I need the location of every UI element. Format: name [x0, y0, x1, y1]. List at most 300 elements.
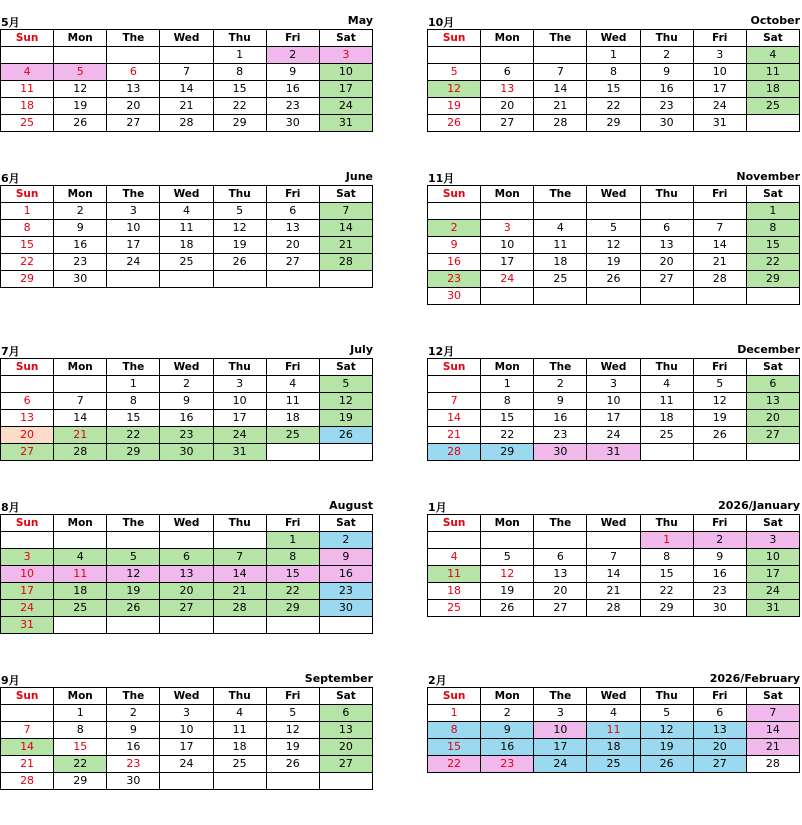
day-cell: 22 — [746, 254, 799, 271]
day-cell: 23 — [640, 98, 693, 115]
day-cell: 13 — [746, 393, 799, 410]
day-cell: 9 — [640, 64, 693, 81]
weekday-header: Sun — [1, 30, 54, 47]
day-cell: 29 — [640, 600, 693, 617]
weekday-header: Sun — [1, 688, 54, 705]
month-header — [427, 13, 800, 29]
day-cell: 28 — [746, 756, 799, 773]
weekday-header: Mon — [54, 186, 107, 203]
week-row — [428, 237, 800, 254]
week-row — [428, 549, 800, 566]
day-cell: 3 — [693, 47, 746, 64]
empty-cell — [160, 532, 213, 549]
weekday-header: Sun — [1, 515, 54, 532]
day-cell: 7 — [54, 393, 107, 410]
month-calendar — [0, 13, 373, 132]
day-cell: 8 — [213, 64, 266, 81]
day-cell: 24 — [587, 427, 640, 444]
day-cell: 2 — [107, 705, 160, 722]
day-cell: 3 — [746, 532, 799, 549]
month-header — [427, 169, 800, 185]
day-cell: 7 — [319, 203, 372, 220]
week-row — [1, 271, 373, 288]
weekday-header: Thu — [640, 30, 693, 47]
day-cell: 25 — [160, 254, 213, 271]
day-cell: 31 — [1, 617, 54, 634]
day-cell: 29 — [266, 600, 319, 617]
empty-cell — [160, 773, 213, 790]
weekday-header: Thu — [213, 186, 266, 203]
day-cell: 21 — [160, 98, 213, 115]
weekday-header: Sat — [746, 186, 799, 203]
month-calendar — [0, 671, 373, 790]
day-cell: 24 — [746, 583, 799, 600]
day-cell: 13 — [107, 81, 160, 98]
month-header — [427, 498, 800, 514]
day-cell: 17 — [160, 739, 213, 756]
week-row — [428, 722, 800, 739]
day-cell: 27 — [481, 115, 534, 132]
day-cell: 13 — [319, 722, 372, 739]
day-cell: 9 — [481, 722, 534, 739]
day-cell: 17 — [319, 81, 372, 98]
day-cell: 22 — [266, 583, 319, 600]
day-cell: 27 — [107, 115, 160, 132]
day-cell: 10 — [693, 64, 746, 81]
month-calendar — [427, 498, 800, 617]
month-grid — [427, 687, 800, 773]
empty-cell — [693, 288, 746, 305]
month-label-en: May — [347, 14, 373, 27]
day-cell: 31 — [587, 444, 640, 461]
month-grid — [0, 358, 373, 461]
day-cell: 1 — [746, 203, 799, 220]
day-cell: 20 — [481, 98, 534, 115]
empty-cell — [319, 773, 372, 790]
day-cell: 16 — [54, 237, 107, 254]
weekday-header: Thu — [213, 359, 266, 376]
day-cell: 13 — [1, 410, 54, 427]
empty-cell — [587, 203, 640, 220]
day-cell: 10 — [534, 722, 587, 739]
weekday-header: The — [107, 186, 160, 203]
weekday-header: Wed — [160, 30, 213, 47]
day-cell: 15 — [107, 410, 160, 427]
day-cell: 16 — [266, 81, 319, 98]
day-cell: 22 — [107, 427, 160, 444]
day-cell: 16 — [640, 81, 693, 98]
weekday-header: Sat — [746, 688, 799, 705]
day-cell: 8 — [1, 220, 54, 237]
day-cell: 23 — [534, 427, 587, 444]
empty-cell — [266, 271, 319, 288]
day-cell: 17 — [693, 81, 746, 98]
day-cell: 23 — [481, 756, 534, 773]
month-label-jp: 7月 — [1, 345, 20, 358]
day-cell: 28 — [428, 444, 481, 461]
weekday-header: The — [534, 688, 587, 705]
day-cell: 12 — [587, 237, 640, 254]
day-cell: 26 — [640, 756, 693, 773]
day-cell: 12 — [693, 393, 746, 410]
empty-cell — [319, 617, 372, 634]
day-cell: 4 — [1, 64, 54, 81]
empty-cell — [54, 376, 107, 393]
empty-cell — [428, 376, 481, 393]
weekday-header: Mon — [54, 688, 107, 705]
day-cell: 20 — [319, 739, 372, 756]
week-row — [428, 705, 800, 722]
day-cell: 6 — [160, 549, 213, 566]
day-cell: 10 — [213, 393, 266, 410]
day-cell: 17 — [481, 254, 534, 271]
empty-cell — [640, 288, 693, 305]
day-cell: 16 — [107, 739, 160, 756]
day-cell: 30 — [534, 444, 587, 461]
day-cell: 12 — [640, 722, 693, 739]
weekday-header: The — [107, 359, 160, 376]
weekday-header: Sat — [319, 186, 372, 203]
day-cell: 19 — [107, 583, 160, 600]
day-cell: 24 — [534, 756, 587, 773]
day-cell: 2 — [534, 376, 587, 393]
day-cell: 19 — [319, 410, 372, 427]
day-cell: 5 — [107, 549, 160, 566]
day-cell: 14 — [54, 410, 107, 427]
weekday-header: Sun — [1, 186, 54, 203]
empty-cell — [534, 532, 587, 549]
day-cell: 21 — [693, 254, 746, 271]
day-cell: 6 — [319, 705, 372, 722]
weekday-header: Fri — [693, 186, 746, 203]
week-row — [1, 237, 373, 254]
week-row — [1, 98, 373, 115]
month-label-en: September — [304, 672, 373, 685]
day-cell: 1 — [1, 203, 54, 220]
month-label-en: August — [329, 499, 373, 512]
day-cell: 29 — [1, 271, 54, 288]
day-cell: 23 — [160, 427, 213, 444]
day-cell: 6 — [481, 64, 534, 81]
day-cell: 22 — [587, 98, 640, 115]
day-cell: 16 — [319, 566, 372, 583]
day-cell: 26 — [428, 115, 481, 132]
day-cell: 19 — [587, 254, 640, 271]
day-cell: 4 — [266, 376, 319, 393]
day-cell: 2 — [640, 47, 693, 64]
day-cell: 24 — [1, 600, 54, 617]
week-row — [1, 756, 373, 773]
day-cell: 15 — [1, 237, 54, 254]
day-cell: 9 — [266, 64, 319, 81]
weekday-header: The — [534, 515, 587, 532]
weekday-header: The — [534, 359, 587, 376]
day-cell: 11 — [640, 393, 693, 410]
week-row — [1, 617, 373, 634]
day-cell: 25 — [54, 600, 107, 617]
day-cell: 14 — [693, 237, 746, 254]
weekday-header: Wed — [160, 359, 213, 376]
day-cell: 1 — [481, 376, 534, 393]
day-cell: 12 — [266, 722, 319, 739]
empty-cell — [319, 271, 372, 288]
day-cell: 17 — [107, 237, 160, 254]
empty-cell — [107, 617, 160, 634]
day-cell: 29 — [587, 115, 640, 132]
weekday-header: Thu — [640, 688, 693, 705]
day-cell: 31 — [319, 115, 372, 132]
day-cell: 29 — [481, 444, 534, 461]
weekday-header: Fri — [693, 515, 746, 532]
day-cell: 18 — [746, 81, 799, 98]
week-row — [1, 410, 373, 427]
day-cell: 19 — [54, 98, 107, 115]
week-row — [1, 532, 373, 549]
day-cell: 5 — [587, 220, 640, 237]
week-row — [1, 600, 373, 617]
empty-cell — [54, 617, 107, 634]
day-cell: 22 — [428, 756, 481, 773]
day-cell: 23 — [266, 98, 319, 115]
day-cell: 8 — [746, 220, 799, 237]
week-row — [1, 549, 373, 566]
weekday-header: Mon — [481, 688, 534, 705]
weekday-header: Sat — [319, 688, 372, 705]
month-label-jp: 2月 — [428, 674, 447, 687]
day-cell: 21 — [746, 739, 799, 756]
day-cell: 3 — [481, 220, 534, 237]
day-cell: 26 — [107, 600, 160, 617]
day-cell: 19 — [213, 237, 266, 254]
day-cell: 17 — [534, 739, 587, 756]
week-row — [428, 81, 800, 98]
week-row — [428, 393, 800, 410]
empty-cell — [213, 773, 266, 790]
day-cell: 18 — [160, 237, 213, 254]
day-cell: 6 — [746, 376, 799, 393]
empty-cell — [746, 444, 799, 461]
day-cell: 27 — [693, 756, 746, 773]
weekday-header: Thu — [213, 515, 266, 532]
empty-cell — [481, 203, 534, 220]
day-cell: 7 — [587, 549, 640, 566]
empty-cell — [587, 288, 640, 305]
day-cell: 8 — [640, 549, 693, 566]
day-cell: 11 — [213, 722, 266, 739]
month-label-jp: 10月 — [428, 16, 455, 29]
day-cell: 10 — [1, 566, 54, 583]
empty-cell — [213, 617, 266, 634]
weekday-header: Mon — [481, 515, 534, 532]
day-cell: 1 — [587, 47, 640, 64]
day-cell: 15 — [746, 237, 799, 254]
month-grid — [427, 358, 800, 461]
day-cell: 4 — [746, 47, 799, 64]
weekday-header: Wed — [587, 688, 640, 705]
weekday-header: Sat — [746, 515, 799, 532]
day-cell: 19 — [693, 410, 746, 427]
day-cell: 9 — [107, 722, 160, 739]
weekday-header: The — [107, 688, 160, 705]
day-cell: 5 — [640, 705, 693, 722]
weekday-header: Fri — [693, 30, 746, 47]
day-cell: 4 — [534, 220, 587, 237]
empty-cell — [534, 203, 587, 220]
empty-cell — [54, 532, 107, 549]
day-cell: 28 — [54, 444, 107, 461]
month-grid — [427, 514, 800, 617]
week-row — [1, 444, 373, 461]
month-header — [0, 13, 373, 29]
day-cell: 2 — [481, 705, 534, 722]
day-cell: 9 — [693, 549, 746, 566]
month-label-en: June — [345, 170, 373, 183]
day-cell: 14 — [534, 81, 587, 98]
day-cell: 15 — [266, 566, 319, 583]
day-cell: 4 — [428, 549, 481, 566]
day-cell: 12 — [428, 81, 481, 98]
day-cell: 28 — [319, 254, 372, 271]
day-cell: 24 — [213, 427, 266, 444]
day-cell: 30 — [266, 115, 319, 132]
weekday-header: Wed — [587, 359, 640, 376]
day-cell: 12 — [54, 81, 107, 98]
day-cell: 3 — [1, 549, 54, 566]
week-row — [428, 427, 800, 444]
day-cell: 4 — [640, 376, 693, 393]
day-cell: 14 — [213, 566, 266, 583]
month-calendar — [427, 671, 800, 773]
day-cell: 1 — [640, 532, 693, 549]
day-cell: 25 — [534, 271, 587, 288]
day-cell: 20 — [160, 583, 213, 600]
empty-cell — [693, 444, 746, 461]
day-cell: 4 — [587, 705, 640, 722]
month-grid — [0, 29, 373, 132]
day-cell: 8 — [266, 549, 319, 566]
empty-cell — [481, 47, 534, 64]
empty-cell — [266, 773, 319, 790]
day-cell: 30 — [428, 288, 481, 305]
month-label-en: 2026/February — [709, 672, 800, 685]
day-cell: 11 — [266, 393, 319, 410]
day-cell: 9 — [319, 549, 372, 566]
day-cell: 3 — [107, 203, 160, 220]
day-cell: 23 — [107, 756, 160, 773]
day-cell: 8 — [587, 64, 640, 81]
day-cell: 27 — [160, 600, 213, 617]
day-cell: 25 — [428, 600, 481, 617]
day-cell: 9 — [54, 220, 107, 237]
weekday-header: Wed — [160, 186, 213, 203]
day-cell: 6 — [693, 705, 746, 722]
day-cell: 21 — [587, 583, 640, 600]
day-cell: 4 — [54, 549, 107, 566]
day-cell: 27 — [640, 271, 693, 288]
day-cell: 26 — [587, 271, 640, 288]
day-cell: 16 — [693, 566, 746, 583]
day-cell: 8 — [107, 393, 160, 410]
weekday-header: Wed — [160, 515, 213, 532]
day-cell: 22 — [213, 98, 266, 115]
month-label-jp: 6月 — [1, 172, 20, 185]
month-label-jp: 8月 — [1, 501, 20, 514]
weekday-header: The — [534, 30, 587, 47]
week-row — [1, 220, 373, 237]
empty-cell — [266, 444, 319, 461]
day-cell: 15 — [640, 566, 693, 583]
day-cell: 18 — [1, 98, 54, 115]
day-cell: 5 — [693, 376, 746, 393]
day-cell: 12 — [107, 566, 160, 583]
day-cell: 31 — [213, 444, 266, 461]
month-header — [0, 498, 373, 514]
week-row — [1, 115, 373, 132]
month-calendar — [427, 169, 800, 305]
day-cell: 29 — [213, 115, 266, 132]
day-cell: 29 — [107, 444, 160, 461]
day-cell: 28 — [160, 115, 213, 132]
day-cell: 26 — [213, 254, 266, 271]
weekday-header: Sun — [428, 30, 481, 47]
weekday-header: Thu — [640, 186, 693, 203]
empty-cell — [1, 532, 54, 549]
day-cell: 11 — [160, 220, 213, 237]
week-row — [1, 773, 373, 790]
day-cell: 10 — [107, 220, 160, 237]
day-cell: 28 — [587, 600, 640, 617]
day-cell: 5 — [319, 376, 372, 393]
day-cell: 21 — [1, 756, 54, 773]
day-cell: 18 — [640, 410, 693, 427]
empty-cell — [428, 47, 481, 64]
day-cell: 25 — [1, 115, 54, 132]
week-row — [428, 376, 800, 393]
day-cell: 18 — [587, 739, 640, 756]
day-cell: 22 — [54, 756, 107, 773]
day-cell: 27 — [319, 756, 372, 773]
day-cell: 25 — [213, 756, 266, 773]
day-cell: 13 — [481, 81, 534, 98]
day-cell: 13 — [640, 237, 693, 254]
day-cell: 10 — [319, 64, 372, 81]
day-cell: 24 — [319, 98, 372, 115]
day-cell: 13 — [160, 566, 213, 583]
day-cell: 25 — [587, 756, 640, 773]
empty-cell — [746, 288, 799, 305]
weekday-header: Sat — [746, 359, 799, 376]
day-cell: 14 — [746, 722, 799, 739]
weekday-header: Wed — [160, 688, 213, 705]
weekday-header: Thu — [213, 30, 266, 47]
day-cell: 8 — [481, 393, 534, 410]
month-grid — [427, 29, 800, 132]
weekday-header: Sat — [746, 30, 799, 47]
weekday-header: Mon — [54, 359, 107, 376]
day-cell: 13 — [534, 566, 587, 583]
day-cell: 10 — [746, 549, 799, 566]
week-row — [428, 115, 800, 132]
day-cell: 29 — [54, 773, 107, 790]
month-grid — [427, 185, 800, 305]
empty-cell — [1, 705, 54, 722]
day-cell: 7 — [693, 220, 746, 237]
day-cell: 16 — [534, 410, 587, 427]
month-grid — [0, 185, 373, 288]
day-cell: 27 — [746, 427, 799, 444]
weekday-header: Fri — [266, 30, 319, 47]
weekday-header: Fri — [693, 359, 746, 376]
